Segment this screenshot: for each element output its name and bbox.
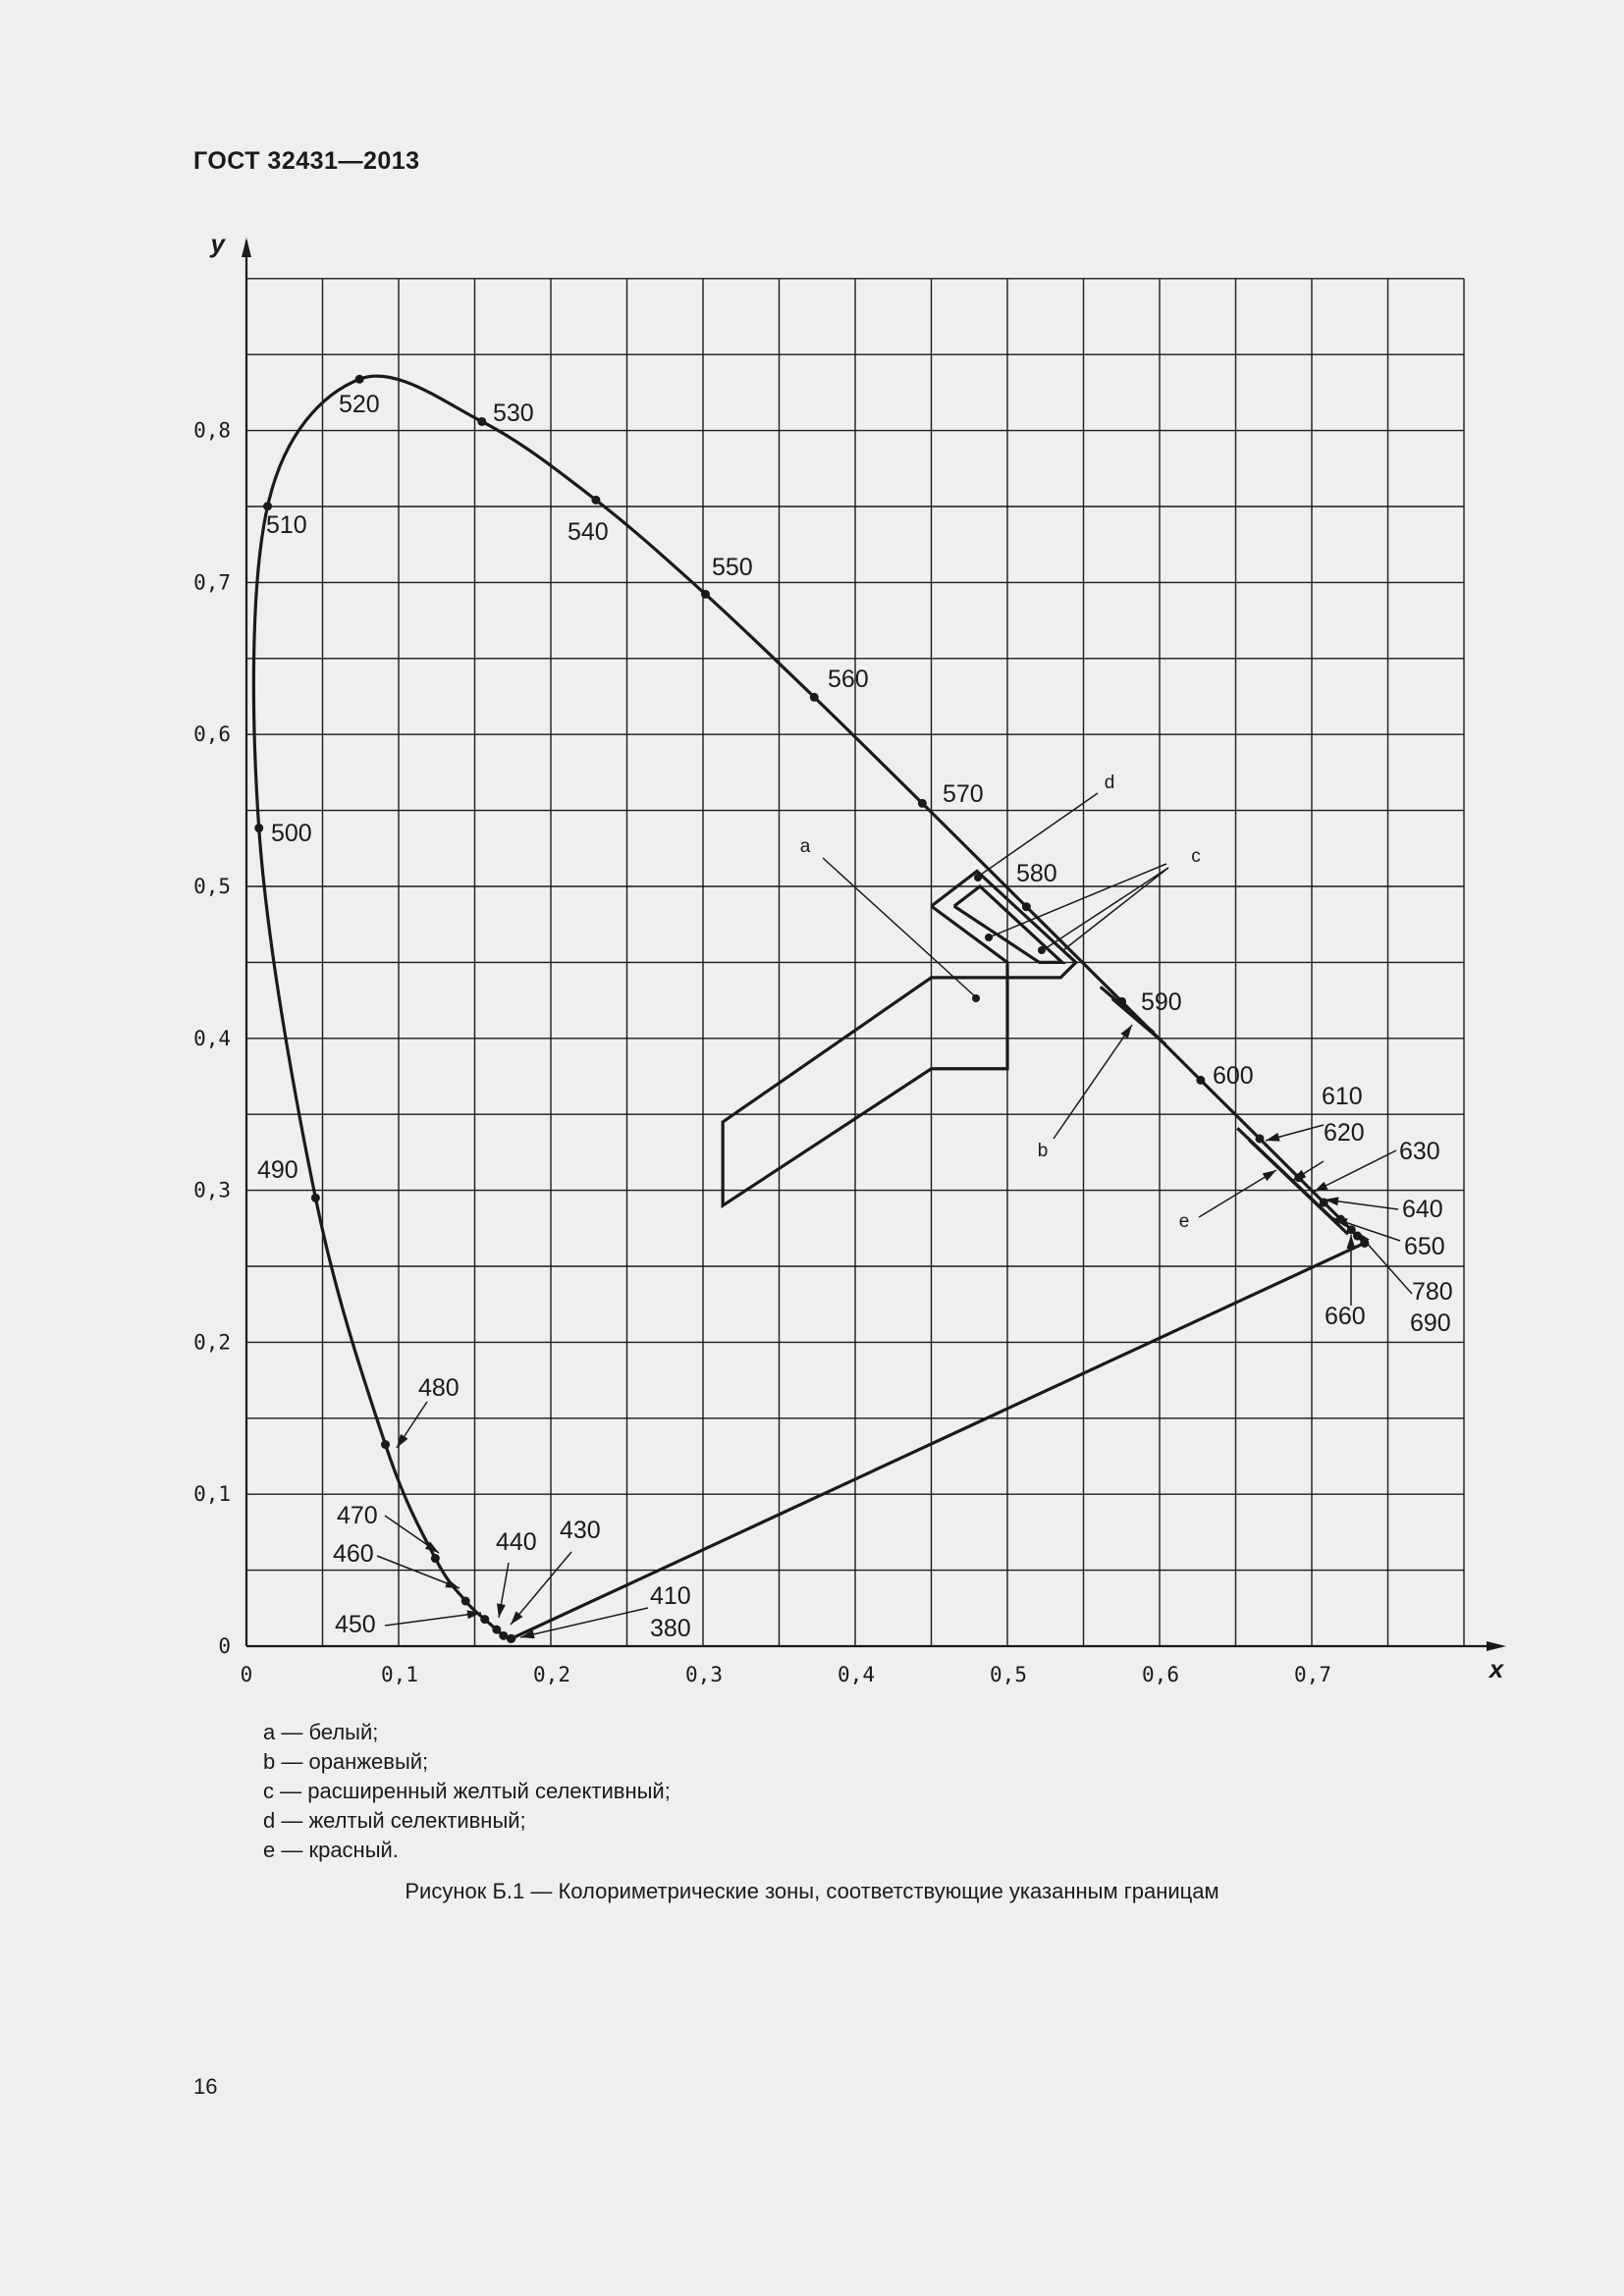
wavelength-label-550: 550 xyxy=(712,554,753,581)
wavelength-label-690: 690 xyxy=(1410,1309,1451,1337)
leader-440-head xyxy=(497,1603,506,1618)
y-tick-label: 0,8 xyxy=(193,418,231,443)
y-tick-label: 0,6 xyxy=(193,722,231,747)
locus-point-520 xyxy=(355,375,364,384)
x-tick-label: 0,5 xyxy=(990,1663,1027,1686)
wavelength-label-450: 450 xyxy=(335,1611,376,1638)
wavelength-label-480: 480 xyxy=(418,1374,460,1402)
wavelength-label-630: 630 xyxy=(1399,1138,1440,1165)
y-tick-label: 0,5 xyxy=(193,875,231,898)
x-tick-label: 0,2 xyxy=(533,1663,570,1686)
document-code: ГОСТ 32431—2013 xyxy=(193,147,420,175)
locus-point-500 xyxy=(254,824,263,832)
leader-610-head xyxy=(1266,1133,1280,1142)
locus-point-530 xyxy=(477,417,486,426)
locus-point-490 xyxy=(311,1194,320,1202)
zone-point-c1 xyxy=(985,934,993,941)
x-tick-label: 0,6 xyxy=(1142,1663,1179,1686)
zone-label-c: c xyxy=(1191,846,1201,867)
y-tick-label: 0,7 xyxy=(193,570,231,595)
legend-item-c: c — расширенный желтый селективный; xyxy=(263,1779,671,1803)
zone-leader-c3 xyxy=(1063,868,1168,950)
wavelength-label-600: 600 xyxy=(1213,1062,1254,1090)
locus-point-610 xyxy=(1255,1134,1264,1143)
wavelength-label-380: 380 xyxy=(650,1615,691,1642)
locus-point-570 xyxy=(918,799,927,808)
y-axis-arrowhead xyxy=(242,238,251,257)
zone-leader-e-head xyxy=(1263,1170,1276,1181)
locus-point-600 xyxy=(1196,1076,1205,1085)
wavelength-label-540: 540 xyxy=(568,518,609,546)
zone-leader-a xyxy=(823,858,976,997)
wavelength-label-610: 610 xyxy=(1322,1083,1363,1110)
x-tick-label: 0,7 xyxy=(1294,1663,1331,1686)
leader-630-shaft xyxy=(1314,1150,1396,1192)
wavelength-label-650: 650 xyxy=(1404,1233,1445,1260)
locus-point-430 xyxy=(499,1631,508,1640)
zone-e-line xyxy=(1249,1140,1348,1234)
legend-item-b: b — оранжевый; xyxy=(263,1749,429,1774)
zone-point-d xyxy=(974,874,982,881)
x-tick-label: 0,3 xyxy=(685,1663,723,1686)
leader-450-shaft xyxy=(385,1613,481,1626)
x-tick-label: 0,1 xyxy=(381,1663,418,1686)
y-tick-label: 0,1 xyxy=(193,1482,231,1507)
wavelength-label-500: 500 xyxy=(271,820,312,847)
wavelength-label-410: 410 xyxy=(650,1582,691,1610)
x-tick-label: 0,4 xyxy=(838,1663,875,1686)
locus-point-440 xyxy=(492,1626,501,1634)
x-axis-name: x xyxy=(1489,1654,1504,1683)
zone-label-a: a xyxy=(799,836,811,857)
wavelength-label-490: 490 xyxy=(257,1156,298,1184)
locus-point-540 xyxy=(591,496,600,505)
zone-point-a xyxy=(972,994,980,1002)
wavelength-label-780: 780 xyxy=(1412,1278,1453,1306)
zone-a-outline xyxy=(723,978,1007,1205)
y-tick-label: 0,4 xyxy=(193,1026,231,1050)
locus-point-470 xyxy=(431,1554,440,1563)
y-axis-name: y xyxy=(210,229,225,258)
legend-item-d: d — желтый селективный; xyxy=(263,1808,526,1833)
zone-leader-c2 xyxy=(1043,868,1168,950)
wavelength-label-590: 590 xyxy=(1141,988,1182,1016)
purple-boundary-line xyxy=(512,1243,1365,1638)
y-tick-label: 0,3 xyxy=(193,1178,231,1202)
locus-point-480 xyxy=(381,1440,390,1449)
locus-point-450 xyxy=(480,1615,489,1624)
x-tick-label: 0 xyxy=(240,1663,253,1686)
zone-label-e: e xyxy=(1178,1211,1190,1232)
zone-label-b: b xyxy=(1037,1141,1049,1161)
locus-point-580 xyxy=(1022,902,1031,911)
zone-leader-b-shaft xyxy=(1054,1025,1132,1139)
wavelength-label-440: 440 xyxy=(496,1528,537,1556)
wavelength-label-560: 560 xyxy=(828,666,869,693)
wavelength-label-470: 470 xyxy=(337,1502,378,1529)
wavelength-label-430: 430 xyxy=(560,1517,601,1544)
wavelength-label-580: 580 xyxy=(1016,860,1057,887)
y-tick-label: 0,2 xyxy=(193,1330,231,1355)
legend-item-a: a — белый; xyxy=(263,1720,379,1744)
leader-410-380-shaft xyxy=(520,1608,648,1637)
zone-label-d: d xyxy=(1104,773,1115,793)
locus-point-560 xyxy=(810,693,819,702)
zone-leader-b-head xyxy=(1120,1025,1132,1039)
locus-point-510 xyxy=(263,502,272,510)
wavelength-label-520: 520 xyxy=(339,391,380,418)
wavelength-label-530: 530 xyxy=(493,400,534,427)
page-number: 16 xyxy=(193,2074,218,2099)
figure-caption: Рисунок Б.1 — Колориметрические зоны, соответствующие указанным границам xyxy=(405,1879,1219,1903)
zone-point-c2 xyxy=(1038,946,1046,954)
y-tick-label: 0 xyxy=(218,1634,231,1658)
wavelength-label-660: 660 xyxy=(1325,1303,1366,1330)
wavelength-label-640: 640 xyxy=(1402,1196,1443,1223)
x-axis-arrowhead xyxy=(1487,1641,1506,1651)
wavelength-label-620: 620 xyxy=(1324,1119,1365,1147)
spectral-locus-curve xyxy=(253,376,1364,1639)
wavelength-label-570: 570 xyxy=(943,780,984,808)
locus-point-460 xyxy=(461,1597,470,1606)
wavelength-label-460: 460 xyxy=(333,1540,374,1568)
wavelength-label-510: 510 xyxy=(266,511,307,539)
locus-point-550 xyxy=(701,590,710,599)
legend xyxy=(263,1718,671,1865)
legend-item-e: e — красный. xyxy=(263,1838,399,1862)
